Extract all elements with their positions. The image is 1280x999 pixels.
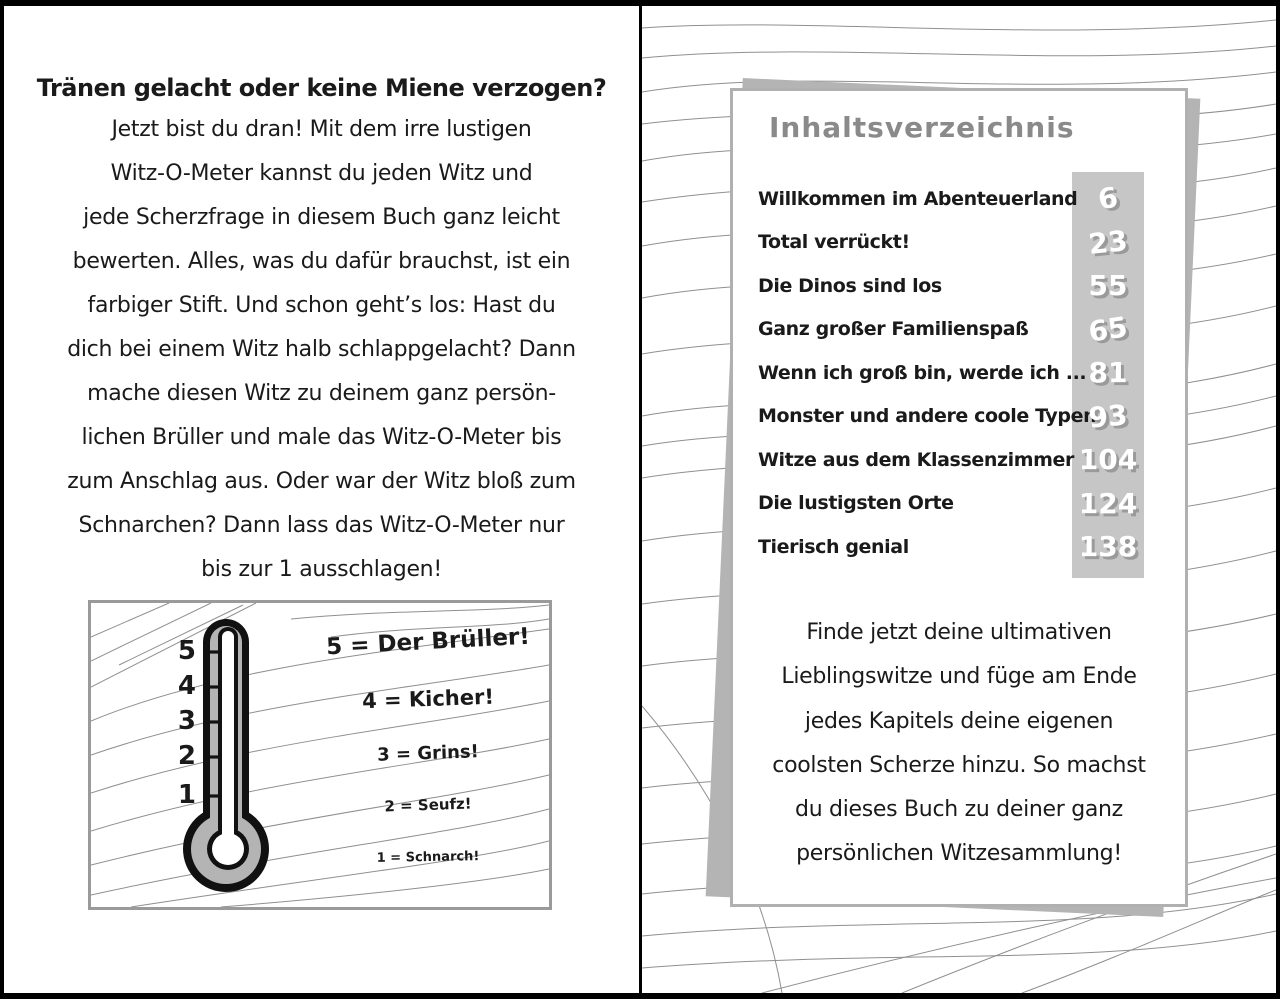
- text-line: Finde jetzt deine ultimativen: [806, 620, 1112, 645]
- rating-label: 1 = Schnarch!: [376, 849, 480, 866]
- scale-number: 2: [177, 741, 196, 771]
- toc-row: [758, 308, 1068, 352]
- page-number: 65: [1086, 310, 1130, 349]
- text-line: lichen Brüller und male das Witz-O-Meter bis: [81, 425, 562, 450]
- page-number: 81: [1088, 356, 1128, 390]
- rating-label: 2 = Seufz!: [384, 794, 472, 816]
- page-number: 104: [1078, 443, 1138, 477]
- text-line: mache diesen Witz zu deinem ganz persön-: [87, 381, 556, 406]
- toc-row: [758, 351, 1087, 395]
- toc-row: [758, 482, 1068, 526]
- toc-row: [758, 221, 1068, 265]
- toc-row: [758, 264, 1068, 308]
- text-line: dich bei einem Witz halb schlappgelacht? Dann: [67, 337, 576, 362]
- toc-row: [758, 525, 1068, 569]
- outro-paragraph: [733, 611, 1185, 877]
- text-line: jede Scherzfrage in diesem Buch ganz leicht: [83, 205, 560, 230]
- toc-row: [758, 438, 1074, 482]
- text-line: zum Anschlag aus. Oder war der Witz bloß zum: [67, 469, 576, 494]
- page-title: Tränen gelacht oder keine Miene verzogen?: [36, 74, 607, 103]
- text-line: Lieblingswitze und füge am Ende: [781, 664, 1137, 690]
- page-number-list: [1072, 177, 1144, 569]
- text-line: du dieses Buch zu deiner ganz: [795, 797, 1123, 823]
- right-page: [642, 6, 1276, 993]
- scale-number: 3: [177, 706, 196, 736]
- page-number: 93: [1087, 398, 1129, 435]
- chapter-title: Tierisch genial: [758, 535, 909, 558]
- rating-label: 5 = Der Brüller!: [325, 623, 531, 661]
- toc-title: Inhaltsverzeichnis: [769, 111, 1075, 144]
- chapter-title: Witze aus dem Klassenzimmer: [758, 448, 1074, 471]
- toc-card: [730, 88, 1188, 907]
- witz-o-meter-panel: [88, 600, 552, 910]
- text-line: bis zur 1 ausschlagen!: [201, 557, 442, 582]
- chapter-title: Wenn ich groß bin, werde ich ...: [758, 361, 1087, 384]
- text-line: farbiger Stift. Und schon geht’s los: Hast du: [87, 293, 556, 318]
- scale-number: 5: [177, 636, 196, 666]
- text-line: Schnarchen? Dann lass das Witz-O-Meter nur: [78, 513, 565, 538]
- text-line: jedes Kapitels deine eigenen: [804, 708, 1114, 734]
- chapter-title: Willkommen im Abenteuerland: [758, 187, 1078, 210]
- text-line: coolsten Scherze hinzu. So machst: [772, 752, 1146, 778]
- text-line: Jetzt bist du dran! Mit dem irre lustigen: [111, 117, 532, 142]
- chapter-title: Total verrückt!: [758, 231, 910, 254]
- chapter-title: Ganz großer Familienspaß: [758, 318, 1029, 341]
- chapter-title: Die Dinos sind los: [758, 274, 942, 297]
- page-number: 124: [1078, 486, 1138, 520]
- text-line: persönlichen Witzesammlung!: [796, 841, 1122, 867]
- toc-row: [758, 395, 1097, 439]
- scale-number: 1: [177, 780, 196, 810]
- toc-row: [758, 177, 1078, 221]
- rating-label: 3 = Grins!: [376, 741, 480, 766]
- chapter-title: Die lustigsten Orte: [758, 492, 954, 515]
- page-number: 138: [1078, 530, 1138, 564]
- rating-label: 4 = Kicher!: [361, 684, 495, 714]
- chapter-title: Monster und andere coole Typen: [758, 405, 1097, 428]
- scale-number: 4: [177, 671, 196, 701]
- left-page: [4, 6, 639, 993]
- text-line: bewerten. Alles, was du dafür brauchst, ist ein: [72, 249, 571, 274]
- text-line: Witz-O-Meter kannst du jeden Witz und: [110, 161, 533, 186]
- page-number: 55: [1088, 269, 1128, 303]
- page-number: 23: [1086, 223, 1130, 261]
- page-number: 6: [1095, 180, 1121, 217]
- toc-list: [758, 177, 1097, 569]
- intro-paragraph: [4, 108, 639, 592]
